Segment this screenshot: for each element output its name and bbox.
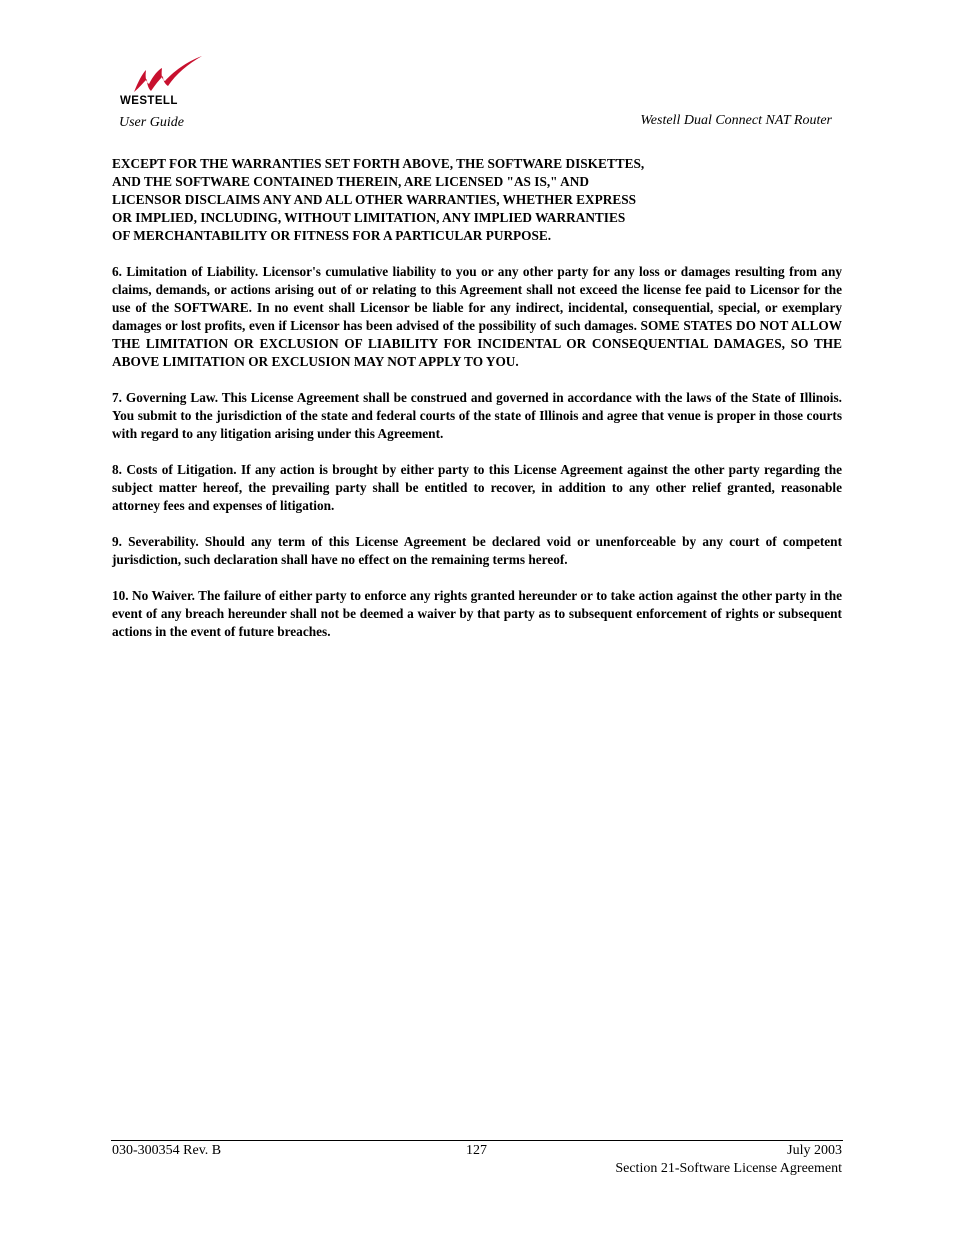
warranty-line: LICENSOR DISCLAIMS ANY AND ALL OTHER WARRANTIES, WHETHER EXPRESS	[112, 192, 637, 207]
warranty-line: OR IMPLIED, INCLUDING, WITHOUT LIMITATION, ANY IMPLIED WARRANTIES	[112, 210, 626, 225]
footer-doc-number: 030-300354 Rev. B	[112, 1143, 222, 1158]
warranty-line: AND THE SOFTWARE CONTAINED THEREIN, ARE LICENSED "AS IS," AND	[112, 174, 589, 189]
footer-divider	[111, 1140, 843, 1141]
warranty-disclaimer	[112, 155, 842, 245]
section-costs-of-litigation: 8. Costs of Litigation. If any action is brought by either party to this License Agreement against the other party regarding the subject matter hereof, the prevailing party shall be entitled to recover, in addition to any other relief granted, reasonable attorney fees and expenses of litigation.	[112, 462, 842, 513]
logo-wordmark: WESTELL	[120, 95, 178, 106]
westell-logo	[118, 54, 202, 106]
logo-swoosh-icon	[134, 56, 202, 92]
warranty-line: OF MERCHANTABILITY OR FITNESS FOR A PARTICULAR PURPOSE.	[112, 228, 552, 243]
section-severability: 9. Severability. Should any term of this License Agreement be declared void or unenforceable by any court of competent jurisdiction, such declaration shall have no effect on the remaining terms hereof.	[112, 534, 842, 567]
warranty-line: EXCEPT FOR THE WARRANTIES SET FORTH ABOVE, THE SOFTWARE DISKETTES,	[112, 156, 645, 171]
section-no-waiver: 10. No Waiver. The failure of either party to enforce any rights granted hereunder or to take action against the other party in the event of any breach hereunder shall not be deemed a waiver by that party as to subsequent enforcement of rights or subsequent actions in the event of future breaches.	[112, 588, 842, 639]
header-product-name: Westell Dual Connect NAT Router	[640, 113, 832, 128]
license-body	[112, 155, 842, 659]
footer-date: July 2003	[787, 1143, 842, 1158]
section-governing-law: 7. Governing Law. This License Agreement shall be construed and governed in accordance with the laws of the State of Illinois. You submit to the jurisdiction of the state and federal courts of the state of Illinois and agree that venue is proper in those courts with regard to any litigation arising under this Agreement.	[112, 390, 842, 441]
footer-section-title: Section 21-Software License Agreement	[615, 1161, 842, 1176]
section-limitation-of-liability: 6. Limitation of Liability. Licensor's cumulative liability to you or any other party for any loss or damages resulting from any claims, demands, or actions arising out of or relating to this Agreement shall not exceed the license fee paid to Licensor for the use of the SOFTWARE. In no event shall Licensor be liable for any indirect, incidental, consequential, special, or exemplary damages or lost profits, even if Licensor has been advised of the possibility of such damages. SOME STATES DO NOT ALLOW THE LIMITATION OR EXCLUSION OF LIABILITY FOR INCIDENTAL OR CONSEQUENTIAL DAMAGES, SO THE ABOVE LIMITATION OR EXCLUSION MAY NOT APPLY TO YOU.	[112, 264, 842, 369]
footer-page-number: 127	[466, 1143, 487, 1158]
header-doc-type: User Guide	[119, 115, 184, 130]
